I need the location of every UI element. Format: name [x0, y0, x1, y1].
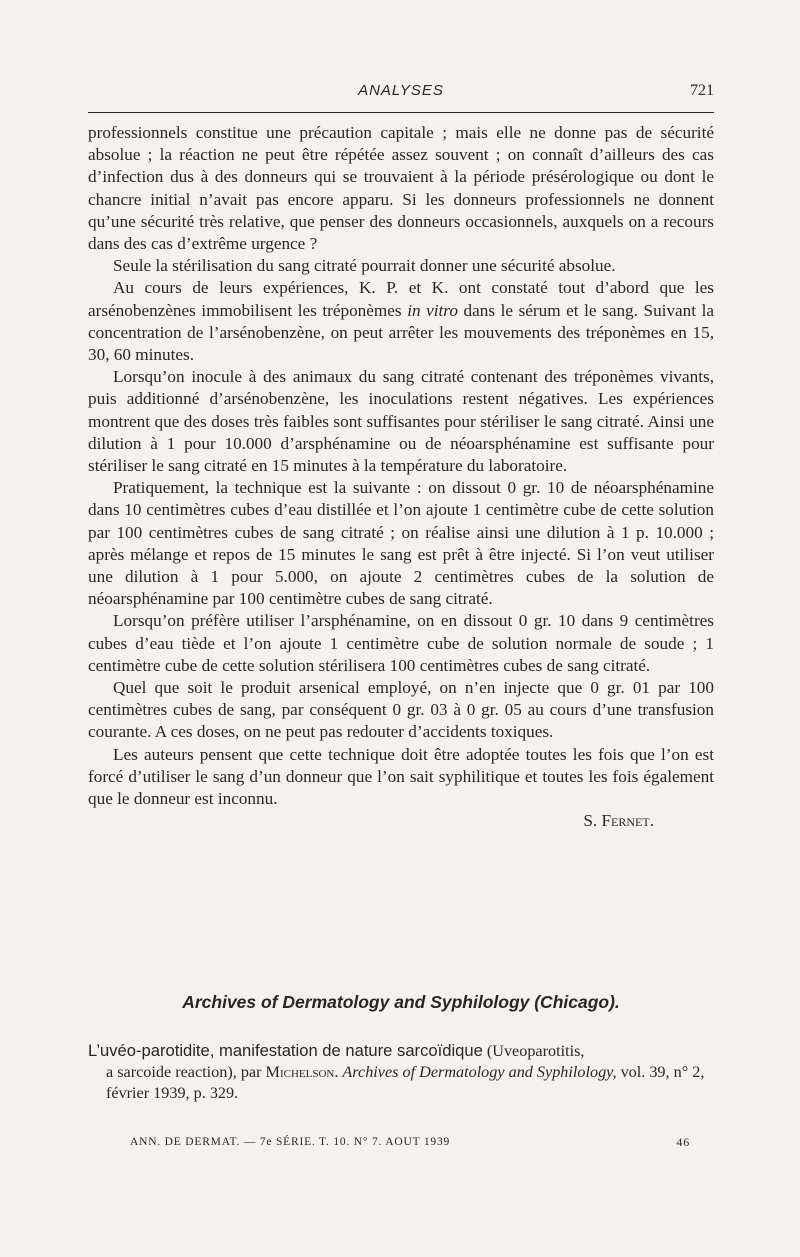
paragraph-4: Lorsqu’on inocule à des animaux du sang citraté contenant des tréponèmes vivants, puis additionné d’arsénobenzène, les inoculations restent négatives. Les expériences montrent que des doses très faibles sont suffisantes pour stériliser le sang citraté. Ainsi une dilution à 1 pour 10.000 d’arsphénamine ou de néoarsphénamine est suffisante pour stériliser le sang citraté en 15 minutes à la température du laboratoire.	[88, 367, 714, 476]
paragraph-6: Lorsqu’on préfère utiliser l’arsphénamine, on en dissout 0 gr. 10 dans 9 centimètres cubes d’eau tiède et l’on ajoute 1 centimètre cube de solution normale de soude ; 1 centimètre cube de cette solution stérilisera 100 centimètres cubes de sang citraté.	[88, 611, 714, 675]
running-header	[88, 78, 714, 102]
paragraph-8: Les auteurs pensent que cette technique doit être adoptée toutes les fois que l’on est forcé d’utiliser le sang d’un donneur que l’on sait syphilitique et toutes les fois également que le donneur est inconnu.	[88, 744, 714, 809]
paragraph-3-start: Au cours de leurs expériences, K. P. et K. ont constaté tout d’abord que les arsénobenzènes immobilisent les tréponèmes	[88, 278, 714, 320]
paragraph-7: Quel que soit le produit arsenical employé, on n’en injecte que 0 gr. 01 par 100 centimètres cubes de sang, par conséquent 0 gr. 03 à 0 gr. 05 au cours d’une transfusion courante. A ces doses, on ne peut pas redouter d’accidents toxiques.	[88, 678, 714, 742]
paragraph-3-italic: in vitro	[407, 300, 458, 320]
journal-heading: Archives of Dermatology and Syphilology (Chicago).	[182, 992, 620, 1012]
running-title: ANALYSES	[358, 82, 444, 99]
signature: S. Fernet.	[583, 811, 654, 831]
header-rule	[88, 112, 714, 113]
article-subtitle-2: a sarcoide reaction), par	[106, 1063, 262, 1081]
paragraph-3	[88, 277, 714, 366]
article-title: L’uvéo-parotidite, manifestation de nature sarcoïdique	[88, 1041, 483, 1060]
article-author: Michelson.	[265, 1063, 339, 1081]
footer-number: 46	[676, 1135, 690, 1149]
paragraph-3-rest: dans le sérum et le sang. Suivant la concentration de l’arsénobenzène, on peut arrêter les mouvements des tréponèmes en 15, 30, 60 minutes.	[88, 300, 715, 365]
body-text	[88, 122, 714, 833]
page-number: 721	[690, 82, 714, 99]
paragraph-5: Pratiquement, la technique est la suivante : on dissout 0 gr. 10 de néoarsphénamine dans 10 centimètres cubes d’eau distillée et l’on ajoute 1 centimètre cube de cette solution par 100 centimètres cubes de sang citraté ; on réalise ainsi une dilution à 1 p. 10.000 ; après mélange et repos de 15 minutes le sang est prêt à être injecté. Si l’on veut utiliser une dilution à 1 pour 5.000, on ajoute 2 centimètres cubes de la solution de néoarsphénamine par 100 centimètre cubes de sang citraté.	[88, 478, 714, 609]
paragraph-1: professionnels constitue une précaution capitale ; mais elle ne donne pas de sécurité absolue ; la réaction ne peut être répétée assez souvent ; on connaît d’ailleurs des cas d’infection dus à des donneurs qui se trouvaient à la période présérologique ou dont le chancre initial n’avait pas encore apparu. Si les donneurs professionnels ne donnent qu’une sécurité très relative, que penser des donneurs occasionnels, auxquels on a recours dans des cas d’extrême urgence ?	[88, 123, 714, 254]
article-journal: Archives of Dermatology and Syphilology,	[342, 1063, 617, 1081]
article-citation: vol. 39, n° 2, février 1939, p. 329.	[106, 1063, 705, 1102]
page-footer	[130, 1136, 690, 1156]
article-subtitle-1: (Uveoparotitis,	[486, 1042, 585, 1060]
article-reference-line	[88, 1062, 714, 1104]
article-reference	[88, 1040, 714, 1104]
footer-line: ANN. DE DERMAT. — 7e SÉRIE. T. 10. N° 7. AOUT 1939	[130, 1136, 451, 1148]
paragraph-2: Seule la stérilisation du sang citraté pourrait donner une sécurité absolue.	[113, 256, 616, 276]
